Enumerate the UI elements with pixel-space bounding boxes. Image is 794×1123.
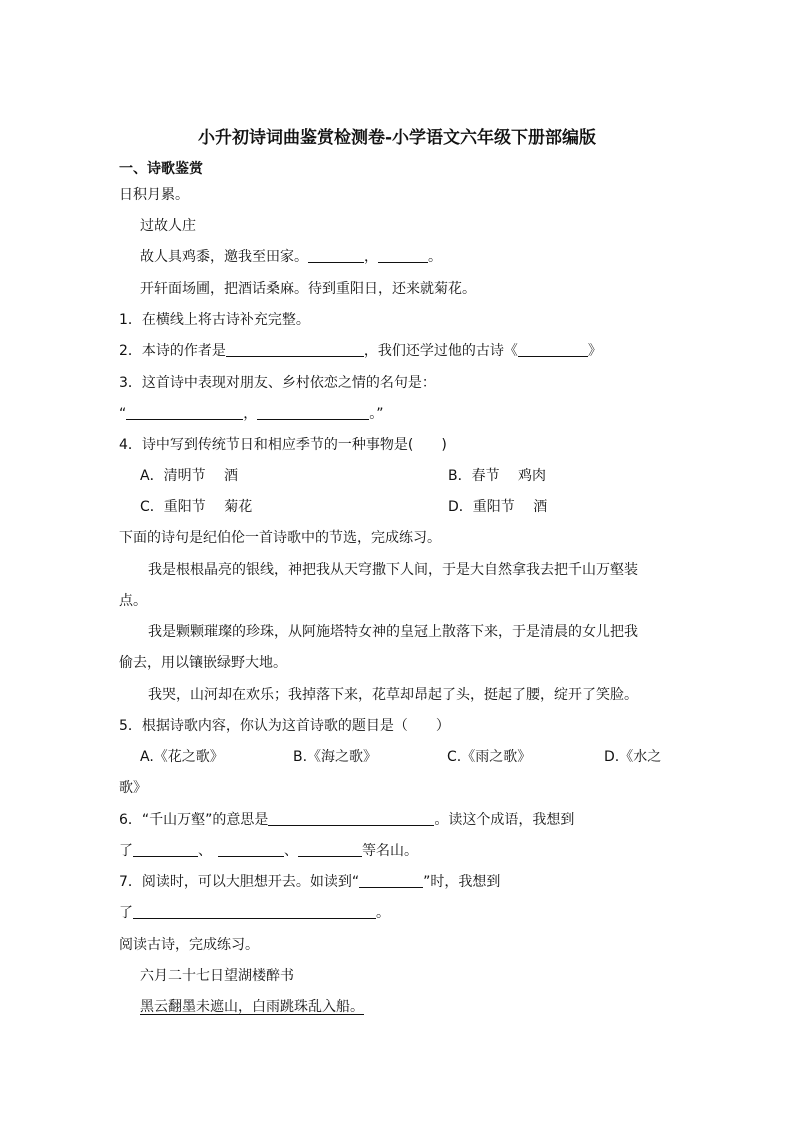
option-d-continued: 歌》 xyxy=(119,780,147,796)
poem-line: 故人具鸡黍，邀我至田家。 ， 。 xyxy=(140,249,442,265)
blank-line[interactable] xyxy=(133,841,198,857)
question-3: 3．这首诗中表现对朋友、乡村依恋之情的名句是： xyxy=(119,375,436,391)
blank-line[interactable] xyxy=(308,247,364,263)
blank-line[interactable] xyxy=(126,404,243,420)
blank-line[interactable] xyxy=(359,872,423,888)
page-title: 小升初诗词曲鉴赏检测卷-小学语文六年级下册部编版 xyxy=(197,128,597,148)
option-a[interactable]: A.《花之歌》 xyxy=(140,749,224,765)
option-b[interactable]: B.《海之歌》 xyxy=(293,749,378,765)
poem-paragraph: 我哭，山河却在欢乐；我掉落下来，花草却昂起了头，挺起了腰，绽开了笑脸。 xyxy=(148,687,638,703)
question-1: 1．在横线上将古诗补充完整。 xyxy=(119,312,310,328)
question-2: 2．本诗的作者是 ，我们还学过他的古诗《 》 xyxy=(119,343,602,359)
poem-line-underlined: 黑云翻墨未遮山，白雨跳珠乱入船。 xyxy=(140,999,364,1015)
blank-line[interactable] xyxy=(268,810,434,826)
question-3-answer: “ ， 。” xyxy=(119,406,384,422)
poem-paragraph: 我是颗颗璀璨的珍珠，从阿施塔特女神的皇冠上散落下来，于是清晨的女儿把我 xyxy=(148,624,638,640)
instruction-text: 下面的诗句是纪伯伦一首诗歌中的节选，完成练习。 xyxy=(119,530,441,546)
question-7-continued: 了 。 xyxy=(119,905,390,921)
option-c[interactable]: C．重阳节 菊花 xyxy=(140,499,253,515)
question-4: 4．诗中写到传统节日和相应季节的一种事物是( ) xyxy=(119,437,447,453)
poem-paragraph: 点。 xyxy=(119,593,147,609)
option-a[interactable]: A．清明节 酒 xyxy=(140,468,239,484)
blank-line[interactable] xyxy=(133,903,376,919)
poem-line: 开轩面场圃，把酒话桑麻。待到重阳日，还来就菊花。 xyxy=(140,281,476,297)
question-5: 5．根据诗歌内容，你认为这首诗歌的题目是（ ） xyxy=(119,718,450,734)
option-c[interactable]: C.《雨之歌》 xyxy=(447,749,532,765)
section-heading: 一、诗歌鉴赏 xyxy=(119,161,203,177)
blank-line[interactable] xyxy=(226,341,364,357)
poem-title: 过故人庄 xyxy=(140,218,196,234)
instruction-text: 阅读古诗，完成练习。 xyxy=(119,937,259,953)
poem-paragraph: 我是根根晶亮的银线，神把我从天穹撒下人间，于是大自然拿我去把千山万壑装 xyxy=(148,562,638,578)
question-7: 7．阅读时，可以大胆想开去。如读到“ ”时，我想到 xyxy=(119,874,501,890)
instruction-text: 日积月累。 xyxy=(119,187,189,203)
blank-line[interactable] xyxy=(378,247,428,263)
option-d[interactable]: D.《水之 xyxy=(604,749,662,765)
question-6: 6．“千山万壑”的意思是 。读这个成语，我想到 xyxy=(119,812,575,828)
option-d[interactable]: D．重阳节 酒 xyxy=(448,499,548,515)
blank-line[interactable] xyxy=(518,341,588,357)
poem-paragraph: 偷去，用以镶嵌绿野大地。 xyxy=(119,655,287,671)
blank-line[interactable] xyxy=(298,841,362,857)
poem-title: 六月二十七日望湖楼醉书 xyxy=(140,968,294,984)
option-b[interactable]: B．春节 鸡肉 xyxy=(448,468,547,484)
blank-line[interactable] xyxy=(257,404,369,420)
question-6-continued: 了 、 、 等名山。 xyxy=(119,843,418,859)
blank-line[interactable] xyxy=(218,841,284,857)
